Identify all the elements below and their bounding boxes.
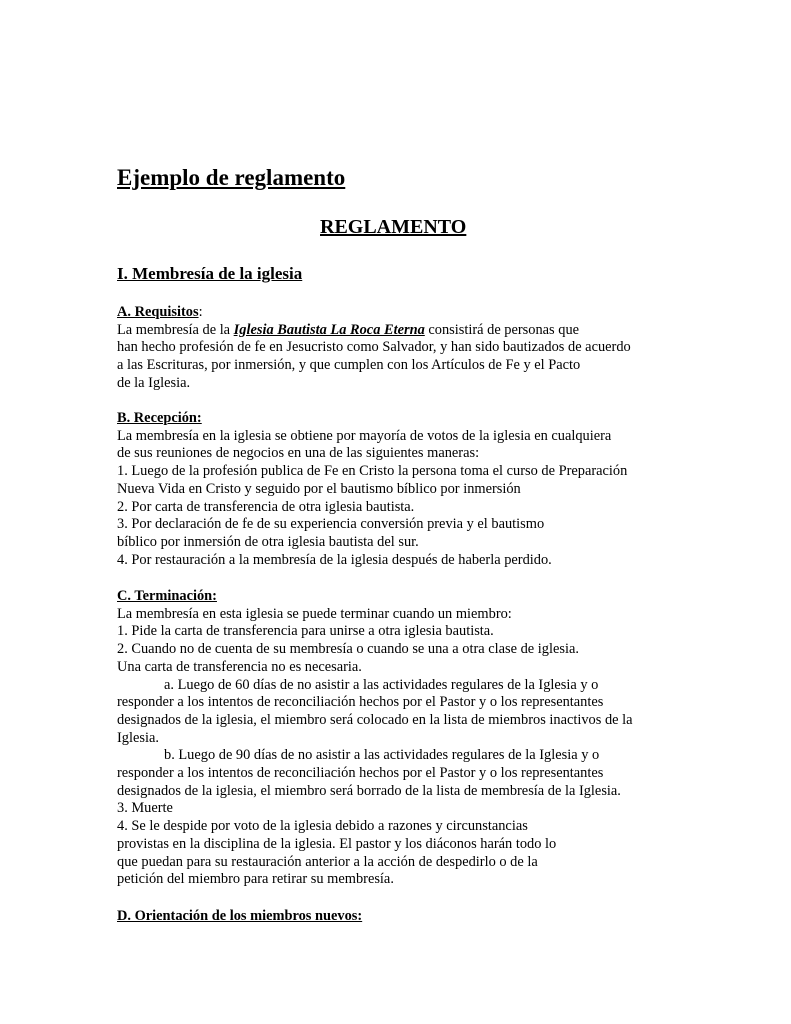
terminacion-line: La membresía en esta iglesia se puede terminar cuando un miembro: — [117, 605, 512, 622]
terminacion-line: 4. Se le despide por voto de la iglesia debido a razones y circunstancias — [117, 818, 528, 835]
requisitos-line-suffix: consistirá de personas que — [424, 321, 580, 338]
main-title: REGLAMENTO — [320, 216, 467, 238]
recepcion-line: 3. Por declaración de fe de su experiencia conversión previa y el bautismo — [117, 516, 545, 533]
recepcion-line: 2. Por carta de transferencia de otra iglesia bautista. — [117, 498, 415, 515]
terminacion-line: 2. Cuando no de cuenta de su membresía o cuando se una a otra clase de iglesia. — [117, 641, 579, 658]
requisitos-line: han hecho profesión de fe en Jesucristo como Salvador, y han sido bautizados de acuerdo — [117, 339, 631, 356]
recepcion-heading: B. Recepción: — [117, 410, 202, 426]
section-title-membresia: I. Membresía de la iglesia — [117, 264, 303, 283]
terminacion-item-b-line: designados de la iglesia, el miembro será borrado de la lista de membresía de la Iglesia. — [117, 782, 621, 799]
requisitos-line-prefix: La membresía de la — [117, 321, 234, 338]
requisitos-heading-colon: : — [198, 304, 203, 320]
recepcion-line: 4. Por restauración a la membresía de la iglesia después de haberla perdido. — [117, 551, 552, 568]
recepcion-block — [117, 410, 627, 569]
document-title: Ejemplo de reglamento — [117, 165, 346, 190]
terminacion-item-a-line: responder a los intentos de reconciliación hechos por el Pastor y o los representantes — [117, 694, 604, 711]
requisitos-line: de la Iglesia. — [117, 374, 191, 391]
requisitos-heading: A. Requisitos — [117, 304, 199, 320]
recepcion-line: Nueva Vida en Cristo y seguido por el bautismo bíblico por inmersión — [117, 480, 521, 497]
recepcion-line: de sus reuniones de negocios en una de las siguientes maneras: — [117, 445, 480, 462]
terminacion-line: petición del miembro para retirar su membresía. — [117, 871, 394, 888]
orientacion-heading: D. Orientación de los miembros nuevos: — [117, 908, 363, 924]
requisitos-line: a las Escrituras, por inmersión, y que cumplen con los Artículos de Fe y el Pacto — [117, 357, 581, 374]
church-name: Iglesia Bautista La Roca Eterna — [233, 321, 425, 338]
terminacion-item-a-line: Iglesia. — [117, 729, 159, 746]
terminacion-line: 3. Muerte — [117, 800, 173, 817]
orientacion-block — [117, 908, 362, 926]
requisitos-line — [117, 322, 631, 340]
terminacion-heading: C. Terminación: — [117, 588, 217, 604]
terminacion-item-a-line: designados de la iglesia, el miembro será colocado en la lista de miembros inactivos de la — [117, 711, 633, 728]
terminacion-block — [117, 588, 633, 889]
terminacion-line: provistas en la disciplina de la iglesia. El pastor y los diáconos harán todo lo — [117, 835, 557, 852]
terminacion-item-b: b. Luego de 90 días de no asistir a las actividades regulares de la Iglesia y o — [164, 747, 600, 764]
requisitos-heading-line — [117, 304, 631, 322]
terminacion-item-a: a. Luego de 60 días de no asistir a las actividades regulares de la Iglesia y o — [164, 676, 599, 693]
recepcion-line: bíblico por inmersión de otra iglesia bautista del sur. — [117, 533, 419, 550]
requisitos-block — [117, 304, 631, 393]
recepcion-line: 1. Luego de la profesión publica de Fe en Cristo la persona toma el curso de Preparación — [117, 463, 628, 480]
recepcion-line: La membresía en la iglesia se obtiene por mayoría de votos de la iglesia en cualquiera — [117, 427, 612, 444]
terminacion-line: que puedan para su restauración anterior a la acción de despedirlo o de la — [117, 853, 538, 870]
terminacion-line: 1. Pide la carta de transferencia para unirse a otra iglesia bautista. — [117, 623, 494, 640]
terminacion-item-b-line: responder a los intentos de reconciliación hechos por el Pastor y o los representantes — [117, 765, 604, 782]
terminacion-line: Una carta de transferencia no es necesaria. — [117, 658, 362, 675]
